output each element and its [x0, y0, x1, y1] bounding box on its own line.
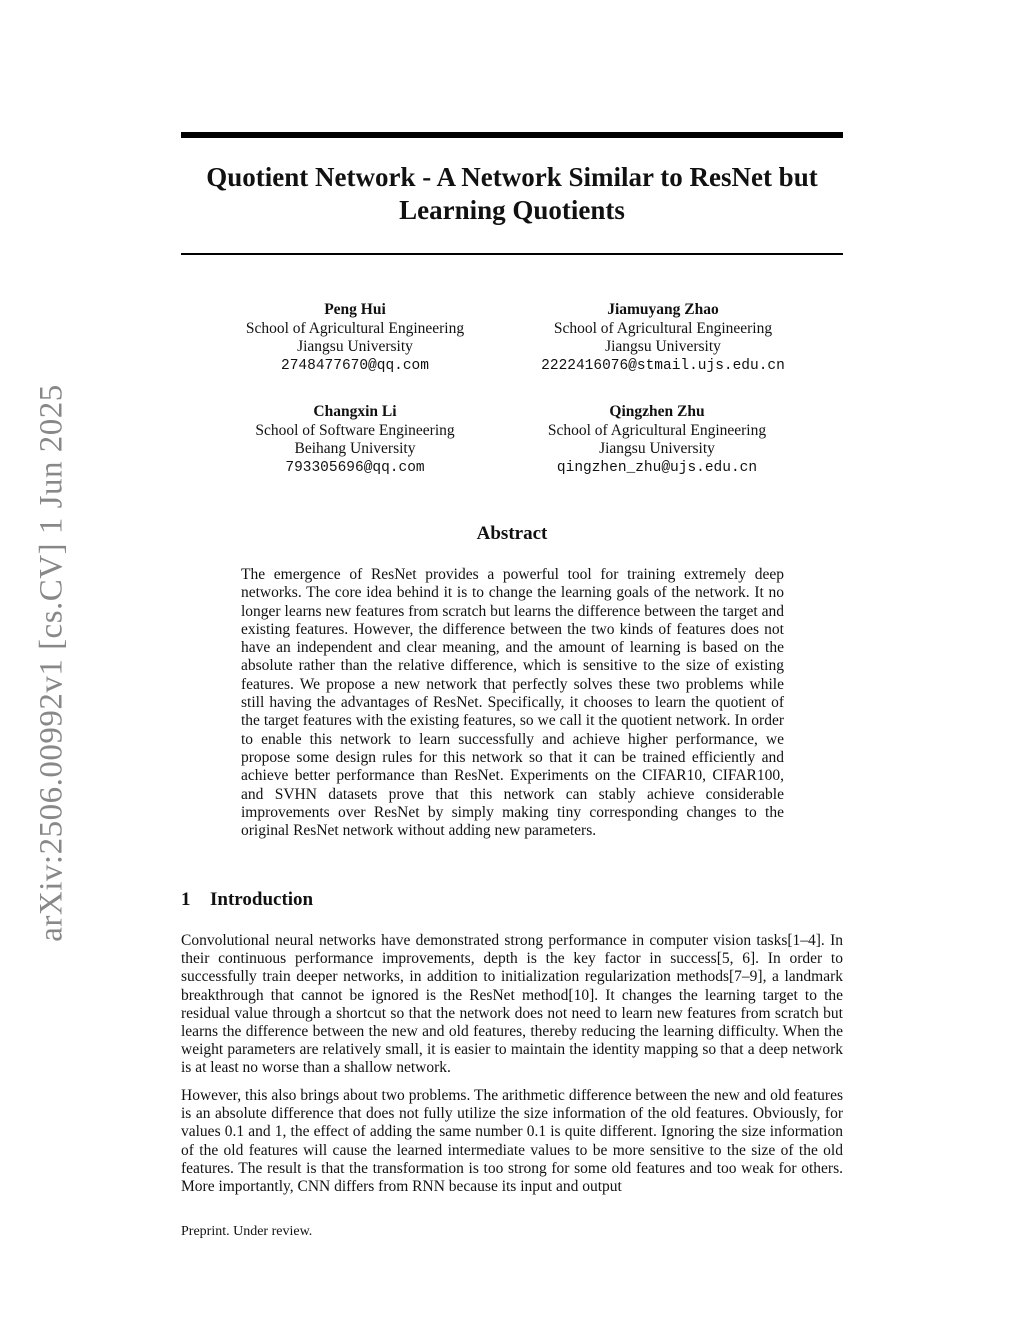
- author-name: Qingzhen Zhu: [609, 403, 705, 420]
- author-block: [503, 301, 823, 375]
- section-number: 1: [181, 889, 191, 910]
- footer-note: Preprint. Under review.: [181, 1224, 313, 1239]
- author-name: Peng Hui: [324, 301, 386, 318]
- author-affiliation: School of Agricultural Engineering: [245, 319, 465, 337]
- body-paragraph: However, this also brings about two problems. The arithmetic difference between the new and old features is an absolute difference that does not fully utilize the size information of the old features. Obviously, for values 0.1 and 1, the effect of adding the same number 0.1 is quite different. Ignoring the size information of the old features will cause the learned intermediate values to be more sensitive to the size of the old features. The result is that the transformation is too strong for some old features and too weak for others. More importantly, CNN differs from RNN because its input and output: [181, 1087, 843, 1196]
- author-email: 2222416076@stmail.ujs.edu.cn: [541, 357, 785, 374]
- author-name: Jiamuyang Zhao: [607, 301, 719, 318]
- section-title: Introduction: [210, 889, 314, 910]
- title-bottom-rule: [181, 253, 843, 255]
- abstract-heading: Abstract: [476, 523, 548, 544]
- author-affiliation: School of Agricultural Engineering: [553, 319, 773, 337]
- author-email: qingzhen_zhu@ujs.edu.cn: [556, 459, 758, 476]
- arxiv-identifier-stamp: arXiv:2506.00992v1 [cs.CV] 1 Jun 2025: [33, 384, 70, 942]
- author-name: Changxin Li: [313, 403, 397, 420]
- section-heading: [181, 889, 313, 911]
- author-block: [497, 403, 817, 477]
- author-email: 2748477670@qq.com: [281, 357, 429, 374]
- author-block: [195, 301, 515, 375]
- body-paragraph: Convolutional neural networks have demonstrated strong performance in computer vision tasks[1–4]. In their continuous performance improvements, depth is the key factor in success[5, 6]. In order to successfully train deeper networks, in addition to initialization regularization methods[7–9], a landmark breakthrough that cannot be ignored is the ResNet method[10]. It changes the learning target to the residual value through a shortcut so that the network does not need to learn new features from scratch but learns the difference between the new and old features, thereby reducing the learning difficulty. When the weight parameters are relatively small, it is easier to maintain the identity mapping so that a deep network is at least no worse than a shallow network.: [181, 932, 843, 1077]
- author-university: Jiangsu University: [297, 338, 413, 355]
- author-university: Jiangsu University: [605, 338, 721, 355]
- title-top-rule: [181, 132, 843, 138]
- author-affiliation: School of Agricultural Engineering: [547, 421, 767, 439]
- abstract-text: The emergence of ResNet provides a powerful tool for training extremely deep networks. The core idea behind it is to change the learning goals of the network. It no longer learns new features from scratch but learns the difference between the target and existing features. However, the difference between the two kinds of features does not have an independent and clear meaning, and the amount of learning is based on the absolute rather than the relative difference, which is sensitive to the size of existing features. We propose a new network that perfectly solves these two problems while still having the advantages of ResNet. Specifically, it chooses to learn the quotient of the target features with the existing features, so we call it the quotient network. In order to enable this network to learn successfully and achieve higher performance, we propose some design rules for this network so that it can be trained efficiently and achieve better performance than ResNet. Experiments on the CIFAR10, CIFAR100, and SVHN datasets prove that this network can stably achieve considerable improvements over ResNet by simply making tiny corresponding changes to the original ResNet network without adding new parameters.: [241, 566, 784, 840]
- author-university: Jiangsu University: [599, 440, 715, 457]
- author-email: 793305696@qq.com: [285, 459, 425, 476]
- author-university: Beihang University: [294, 440, 416, 457]
- paper-title: Quotient Network - A Network Similar to ResNet but Learning Quotients: [206, 162, 818, 225]
- author-affiliation: School of Software Engineering: [255, 421, 455, 439]
- author-block: [195, 403, 515, 477]
